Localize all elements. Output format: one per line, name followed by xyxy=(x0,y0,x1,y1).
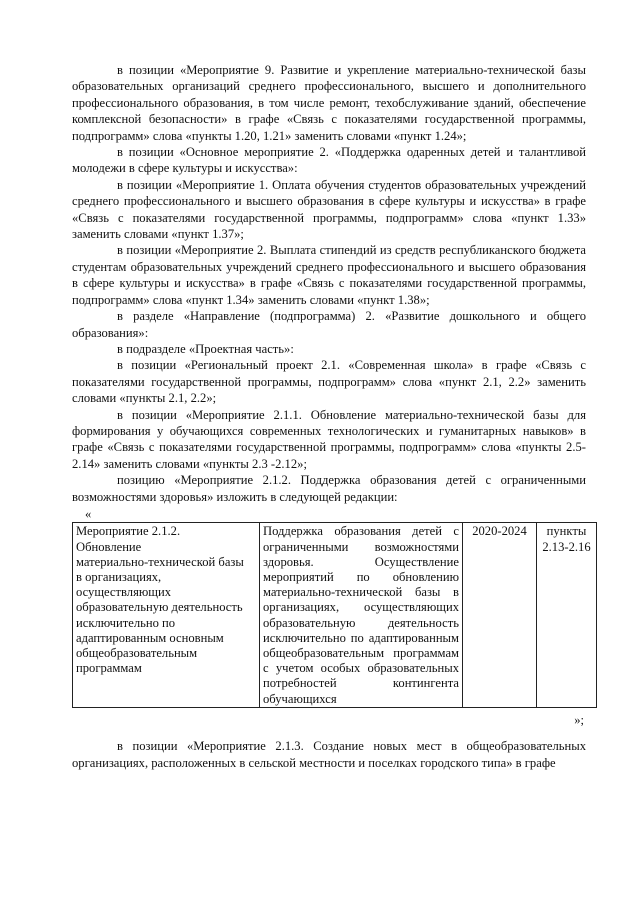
paragraph: в позиции «Мероприятие 9. Развитие и укрепление материально-технической базы образовательных организаций среднего профессионального, высшего и дополнительного профессионального образования, в том числе ремонт, техобслуживание зданий, обеспечение комплексной безопасности» в графе «Связь с показателями государственной программы, подпрограмм» слова «пункты 1.20, 1.21» заменить словами «пункт 1.24»; xyxy=(72,63,586,143)
cell-line: образовательную деятельность xyxy=(76,600,243,615)
table-row xyxy=(73,523,597,707)
cell-line: исключительно по xyxy=(76,615,176,630)
paragraph: в позиции «Региональный проект 2.1. «Современная школа» в графе «Связь с показателями государственной программы, подпрограмм» слова «пункт 2.1, 2.2» заменить словами «пункты 2.1, 2.2»; xyxy=(72,358,586,406)
paragraph: в разделе «Направление (подпрограмма) 2. «Развитие дошкольного и общего образования»: xyxy=(72,309,586,340)
cell-line: Обновление xyxy=(76,539,142,554)
paragraph: в позиции «Мероприятие 2.1.3. Создание новых мест в общеобразовательных организациях, расположенных в сельской местности и поселках городского типа» в графе xyxy=(72,739,586,770)
cell-line: общеобразовательным xyxy=(76,646,198,660)
opening-quote: « xyxy=(85,506,92,521)
cell-line: адаптированным основным xyxy=(76,630,224,645)
document-page xyxy=(72,62,591,771)
table-cell-indicators: пункты 2.13-2.16 xyxy=(537,523,597,707)
closing-quote: »; xyxy=(574,712,584,727)
cell-line: Мероприятие 2.1.2. xyxy=(76,524,181,539)
paragraph: в позиции «Мероприятие 1. Оплата обучения студентов образовательных учреждений среднего профессионального и высшего образования в сфере культуры и искусства» в графе «Связь с показателями государственной программы, подпрограмм» слова «пункт 1.33» заменить словами «пункт 1.37»; xyxy=(72,177,586,242)
table-cell-measure-name xyxy=(73,523,260,707)
paragraph: в позиции «Мероприятие 2.1.1. Обновление материально-технической базы для формирования у обучающихся современных технологических и гуманитарных навыков» в графе «Связь с показателями государственной программы, подпрограмм» слова «пункты 2.5-2.14» заменить словами «пункты 2.3 -2.12»; xyxy=(72,407,586,471)
table-cell-period: 2020-2024 xyxy=(463,523,537,707)
paragraph: позицию «Мероприятие 2.1.2. Поддержка образования детей с ограниченными возможностями здоровья» изложить в следующей редакции: xyxy=(72,473,586,504)
table-cell-description: Поддержка образования детей с ограниченными возможностями здоровья. Осуществление мероприятий по обновлению материально-технической базы в организациях, осуществляющих образовательную деятельность исключительно по адаптированным общеобразовательным программам с учетом особых образовательных потребностей контингента обучающихся xyxy=(260,523,463,707)
measure-table xyxy=(72,522,597,707)
cell-line: материально-технической базы xyxy=(76,554,244,569)
cell-line: в организациях, xyxy=(76,569,162,584)
paragraph: в подразделе «Проектная часть»: xyxy=(117,341,294,356)
cell-line: программам xyxy=(76,661,142,676)
paragraph: в позиции «Основное мероприятие 2. «Поддержка одаренных детей и талантливой молодежи в сфере культуры и искусства»: xyxy=(72,145,586,176)
cell-line: осуществляющих xyxy=(76,585,172,600)
paragraph: в позиции «Мероприятие 2. Выплата стипендий из средств республиканского бюджета студентам образовательных учреждений среднего профессионального и высшего образования в сфере культуры и искусства» в графе «Связь с показателями государственной программы, подпрограмм» слова «пункт 1.34» заменить словами «пункт 1.38»; xyxy=(72,243,586,307)
